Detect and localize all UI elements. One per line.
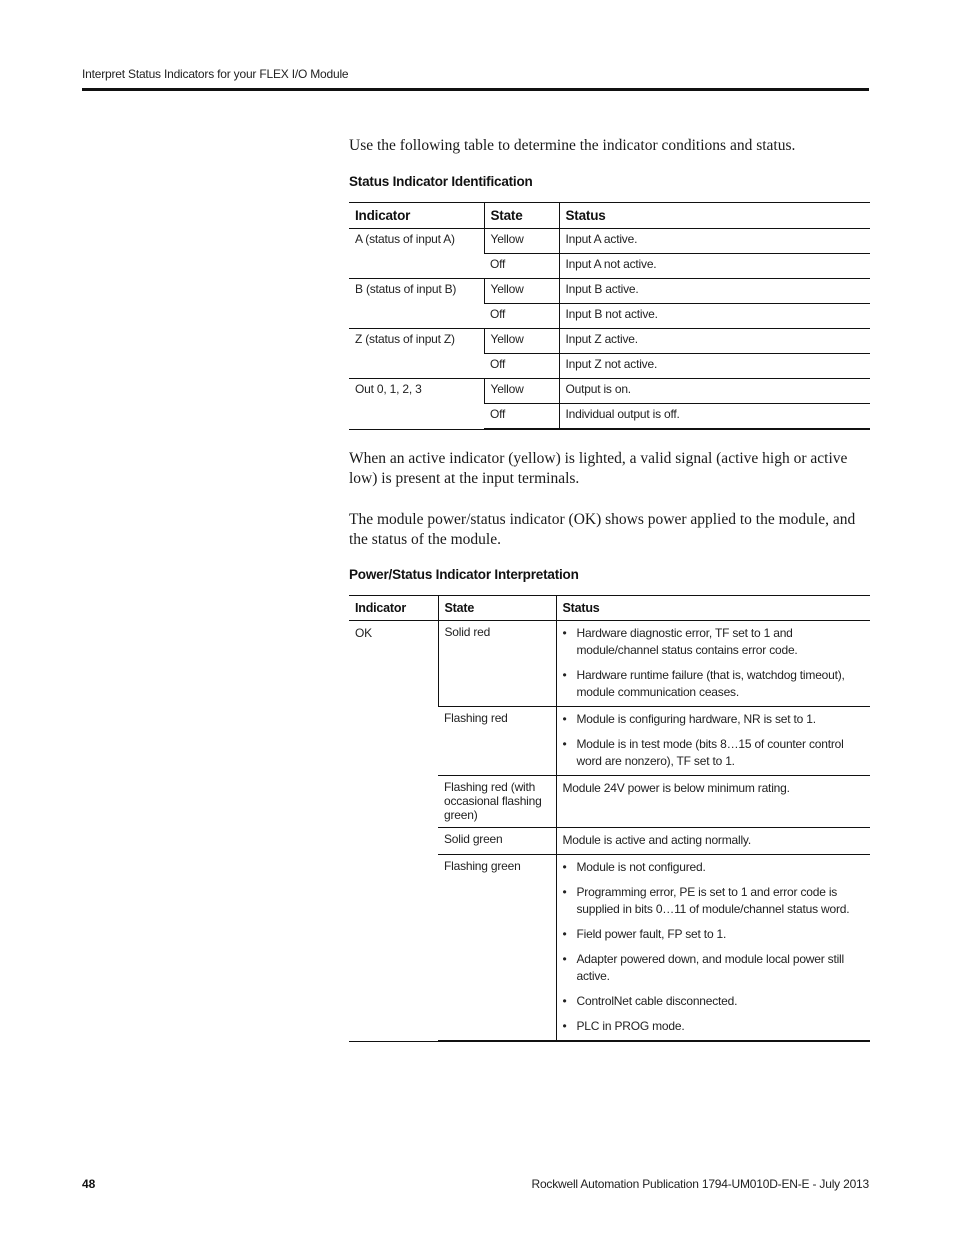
- indicator-cell: Z (status of input Z): [349, 329, 484, 379]
- status-cell: Individual output is off.: [559, 404, 870, 430]
- state-cell: Off: [484, 304, 559, 329]
- header-rule: [82, 88, 869, 91]
- column-header: Status: [556, 596, 870, 621]
- list-item: [563, 859, 865, 876]
- column-header: State: [438, 596, 556, 621]
- state-cell: Off: [484, 254, 559, 279]
- status-cell: Input Z active.: [559, 329, 870, 354]
- bullet-icon: •: [562, 737, 567, 751]
- bullet-icon: •: [562, 994, 567, 1008]
- bullet-icon: •: [562, 927, 567, 941]
- state-cell: Flashing red (with occasional flashing green): [438, 776, 556, 828]
- bullet-icon: •: [562, 712, 567, 726]
- table-header-row: [349, 596, 870, 621]
- bullet-text: Module is not configured.: [576, 860, 706, 874]
- power-status-table: [349, 595, 870, 1042]
- running-header: Interpret Status Indicators for your FLEX I/O Module: [82, 67, 349, 81]
- table-header-row: [349, 203, 870, 229]
- state-cell: Yellow: [484, 279, 559, 304]
- table-row: [349, 279, 870, 304]
- table1-caption: Status Indicator Identification: [349, 174, 533, 189]
- list-item: [563, 711, 865, 728]
- list-item: [563, 993, 865, 1010]
- active-indicator-paragraph: When an active indicator (yellow) is lighted, a valid signal (active high or active low) is present at the input terminals.: [349, 450, 848, 487]
- status-cell: Input Z not active.: [559, 354, 870, 379]
- list-item: [563, 884, 865, 918]
- state-cell: Off: [484, 354, 559, 379]
- column-header: Status: [559, 203, 870, 229]
- publication-info: Rockwell Automation Publication 1794-UM010D-EN-E - July 2013: [531, 1177, 869, 1191]
- bullet-icon: •: [562, 952, 567, 966]
- bullet-icon: •: [562, 1019, 567, 1033]
- state-cell: Yellow: [484, 379, 559, 404]
- bullet-text: PLC in PROG mode.: [576, 1019, 685, 1033]
- list-item: [563, 926, 865, 943]
- status-cell: Input B active.: [559, 279, 870, 304]
- list-item: [563, 667, 865, 701]
- state-cell: Yellow: [484, 229, 559, 254]
- status-cell: Module 24V power is below minimum rating.: [556, 776, 870, 828]
- status-cell: Input A not active.: [559, 254, 870, 279]
- indicator-cell: Out 0, 1, 2, 3: [349, 379, 484, 430]
- bullet-text: ControlNet cable disconnected.: [576, 994, 738, 1008]
- table-row: [349, 229, 870, 254]
- state-cell: Off: [484, 404, 559, 430]
- status-cell: Module is active and acting normally.: [556, 828, 870, 855]
- bullet-text: Programming error, PE is set to 1 and error code is supplied in bits 0…11 of module/channel status word.: [576, 885, 850, 916]
- bullet-text: Module is in test mode (bits 8…15 of counter control word are nonzero), TF set to 1.: [576, 737, 844, 768]
- bullet-icon: •: [562, 860, 567, 874]
- status-cell: Input A active.: [559, 229, 870, 254]
- state-cell: Solid green: [438, 828, 556, 855]
- list-item: [563, 736, 865, 770]
- column-header: Indicator: [349, 203, 484, 229]
- bullet-text: Field power fault, FP set to 1.: [576, 927, 727, 941]
- list-item: [563, 951, 865, 985]
- bullet-text: Module is configuring hardware, NR is set to 1.: [576, 712, 816, 726]
- status-cell: Input B not active.: [559, 304, 870, 329]
- state-cell: Solid red: [438, 621, 556, 707]
- status-cell: [556, 855, 870, 1042]
- state-cell: Flashing green: [438, 855, 556, 1042]
- column-header: State: [484, 203, 559, 229]
- bullet-icon: •: [562, 626, 567, 640]
- intro-paragraph: Use the following table to determine the indicator conditions and status.: [349, 137, 796, 154]
- bullet-text: Adapter powered down, and module local power still active.: [576, 952, 844, 983]
- indicator-cell: A (status of input A): [349, 229, 484, 279]
- bullet-icon: •: [562, 885, 567, 899]
- status-cell: Output is on.: [559, 379, 870, 404]
- status-cell: [556, 621, 870, 707]
- page-number: 48: [82, 1177, 96, 1191]
- table-row: [349, 621, 870, 707]
- table-row: [349, 379, 870, 404]
- indicator-cell: OK: [349, 621, 438, 1042]
- list-item: [563, 625, 865, 659]
- power-status-paragraph: The module power/status indicator (OK) shows power applied to the module, and the status of the module.: [349, 511, 856, 548]
- indicator-cell: B (status of input B): [349, 279, 484, 329]
- bullet-text: Hardware diagnostic error, TF set to 1 and module/channel status contains error code.: [576, 626, 798, 657]
- status-cell: [556, 707, 870, 776]
- state-cell: Yellow: [484, 329, 559, 354]
- table-row: [349, 329, 870, 354]
- list-item: [563, 1018, 865, 1035]
- column-header: Indicator: [349, 596, 438, 621]
- bullet-text: Hardware runtime failure (that is, watchdog timeout), module communication ceases.: [576, 668, 845, 699]
- table2-caption: Power/Status Indicator Interpretation: [349, 567, 579, 582]
- state-cell: Flashing red: [438, 707, 556, 776]
- status-indicator-table: [349, 202, 870, 430]
- bullet-icon: •: [562, 668, 567, 682]
